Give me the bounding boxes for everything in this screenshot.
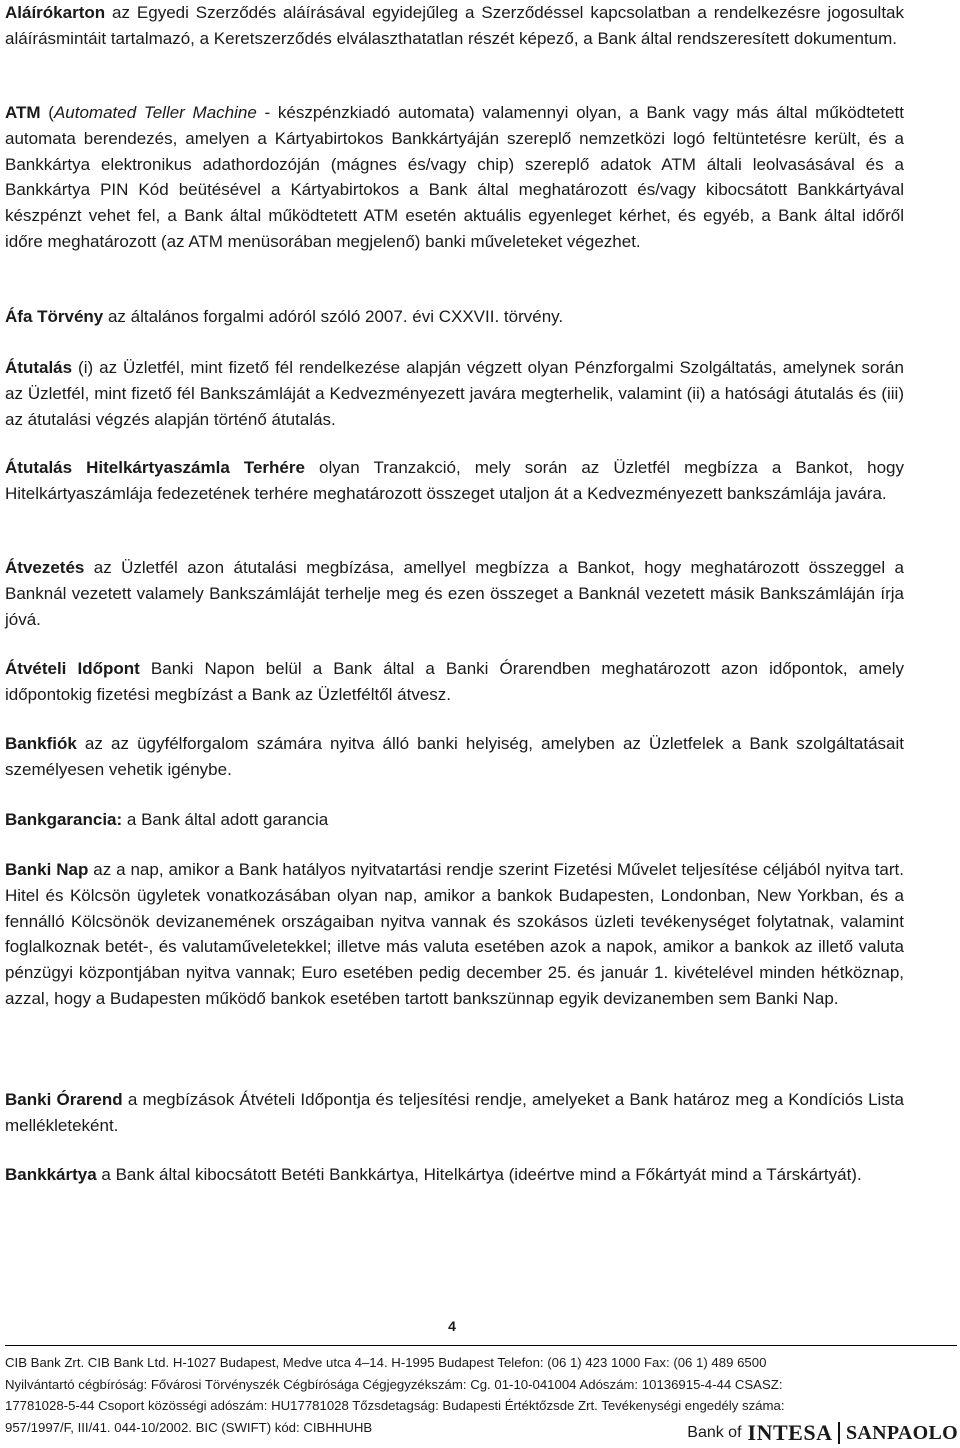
definition-text: Automated Teller Machine <box>53 103 257 122</box>
logo-intesa-text: INTESA <box>747 1420 833 1445</box>
footer-line-3: 17781028-5-44 Csoport közösségi adószám: HU17781028 Tőzsdetagság: Budapesti Értéktőzsde Zrt. Tevékenységi engedély száma: <box>5 1398 785 1413</box>
footer-line-2: Nyilvántartó cégbíróság: Fővárosi Törvényszék Cégbírósága Cégjegyzékszám: Cg. 01-10-041004 Adószám: 10136915-4-44 CSASZ: <box>5 1376 783 1392</box>
definition-text: az az ügyfélforgalom számára nyitva álló banki helyiség, amelyben az Üzletfelek a Bank szolgáltatásait személyesen vehetik igénybe. <box>5 734 904 779</box>
defined-term: Bankfiók <box>5 734 77 753</box>
definition-paragraph <box>5 100 904 255</box>
definition-text: (i) az Üzletfél, mint fizető fél rendelkezése alapján végzett olyan Pénzforgalmi Szolgáltatás, amelynek során az Üzletfél, mint fizető fél Bankszámláját a Kedvezményezett javára megterhelik, valamint (ii) a hatósági átutalás és (iii) az átutalási végzés alapján történő átutalás. <box>5 358 904 429</box>
definition-paragraph <box>5 455 904 507</box>
defined-term: Áfa Törvény <box>5 307 104 326</box>
logo-divider <box>838 1422 840 1444</box>
footer-divider <box>5 1345 957 1346</box>
definition-text: Banki Napon belül a Bank által a Banki Órarendben meghatározott azon időpontok, amely időpontokig fizetési megbízást a Bank az Üzletféltől átvesz. <box>5 659 904 704</box>
definition-text: - készpénzkiadó automata) valamennyi olyan, a Bank vagy más által működtetett automata berendezés, amelyen a Kártyabirtokos Bankkártyáján szereplő nemzetközi logó feltüntetésre került, és a Bankkártya elektronikus adathordozóján (mágnes és/vagy chip) szereplő adatok ATM általi leolvasásával és a Bankkártya PIN Kód beütésével a Kártyabirtokos a Bank által meghatározott és/vagy kibocsátott Bankkártyával készpénzt vehet fel, a Bank által működtetett ATM esetén aktuális egyenleget kérhet, és egyéb, a Bank által időről időre meghatározott (az ATM menüsorában megjelenő) banki műveleteket végezhet. <box>5 103 904 251</box>
defined-term: Banki Nap <box>5 860 89 879</box>
defined-term: Átvezetés <box>5 558 85 577</box>
definition-text: olyan Tranzakció, mely során az Üzletfél megbízza a Bankot, hogy Hitelkártyaszámlája fedezetének terhére meghatározott összeget utaljon át a Kedvezményezett bankszámlája javára. <box>5 458 904 503</box>
definition-paragraph <box>5 656 904 708</box>
definition-paragraph <box>5 1087 904 1139</box>
logo-bank-of-text: Bank of <box>687 1424 742 1441</box>
definition-text: az a nap, amikor a Bank hatályos nyitvatartási rendje szerint Fizetési Művelet teljesítése céljából nyitva tart. Hitel és Kölcsön ügyletek vonatkozásában olyan nap, amikor a bankok Budapesten, Londonban, New Yorkban, és a fennálló Kölcsönök devizanemének országaiban nyitva vannak és szokásos üzleti tevékenységet folytatnak, valamint foglalkoznak betét-, és valutaműveletekkel; illetve más valuta esetében azok a napok, amikor a bankok az illető valuta pénzügyi központjában nyitva vannak; Euro esetében pedig december 25. és január 1. kivételével minden hétköznap, azzal, hogy a Budapesten működő bankok esetében tartott bankszünnap egyik devizanemben sem Banki Nap. <box>5 860 904 1008</box>
definition-paragraph <box>5 807 904 833</box>
definition-text: ( <box>40 103 54 122</box>
page-number: 4 <box>448 1318 456 1334</box>
defined-term: Átvételi Időpont <box>5 659 140 678</box>
definition-paragraph <box>5 0 904 52</box>
definition-text: a megbízások Átvételi Időpontja és teljesítési rendje, amelyeket a Bank határoz meg a Kondíciós Lista mellékleteként. <box>5 1090 904 1135</box>
defined-term: Átutalás Hitelkártyaszámla Terhére <box>5 458 305 477</box>
defined-term: Aláírókarton <box>5 3 106 22</box>
definition-text: az Egyedi Szerződés aláírásával egyidejűleg a Szerződéssel kapcsolatban a rendelkezésre jogosultak aláírásmintáit tartalmazó, a Keretszerződés elválaszthatatlan részét képező, a Bank által rendszeresített dokumentum. <box>5 3 904 48</box>
defined-term: ATM <box>5 103 41 122</box>
definition-paragraph <box>5 555 904 632</box>
defined-term: Banki Órarend <box>5 1090 123 1109</box>
logo-sanpaolo-text: SANPAOLO <box>845 1421 958 1444</box>
defined-term: Bankkártya <box>5 1165 97 1184</box>
footer-line-1: CIB Bank Zrt. CIB Bank Ltd. H-1027 Budapest, Medve utca 4–14. H-1995 Budapest Telefon: (06 1) 423 1000 Fax: (06 1) 489 6500 <box>5 1355 767 1370</box>
definition-paragraph <box>5 731 904 783</box>
defined-term: Átutalás <box>5 358 73 377</box>
definition-text: az általános forgalmi adóról szóló 2007. évi CXXVII. törvény. <box>103 307 564 326</box>
bank-logo <box>687 1420 958 1446</box>
definition-paragraph <box>5 1162 904 1188</box>
footer-line-4: 957/1997/F, III/41. 044-10/2002. BIC (SWIFT) kód: CIBHHUHB <box>5 1419 373 1435</box>
definition-paragraph <box>5 857 904 1012</box>
definition-text: a Bank által adott garancia <box>122 810 329 829</box>
definition-text: a Bank által kibocsátott Betéti Bankkártya, Hitelkártya (ideértve mind a Főkártyát mind a Társkártyát). <box>96 1165 862 1184</box>
definition-paragraph <box>5 355 904 432</box>
defined-term: Bankgarancia: <box>5 810 123 829</box>
definition-paragraph <box>5 304 904 330</box>
definition-text: az Üzletfél azon átutalási megbízása, amellyel megbízza a Bankot, hogy meghatározott összeggel a Banknál vezetett valamely Bankszámláját terhelje meg és ezen összeget a Banknál vezetett másik Bankszámláján írja jóvá. <box>5 558 904 629</box>
